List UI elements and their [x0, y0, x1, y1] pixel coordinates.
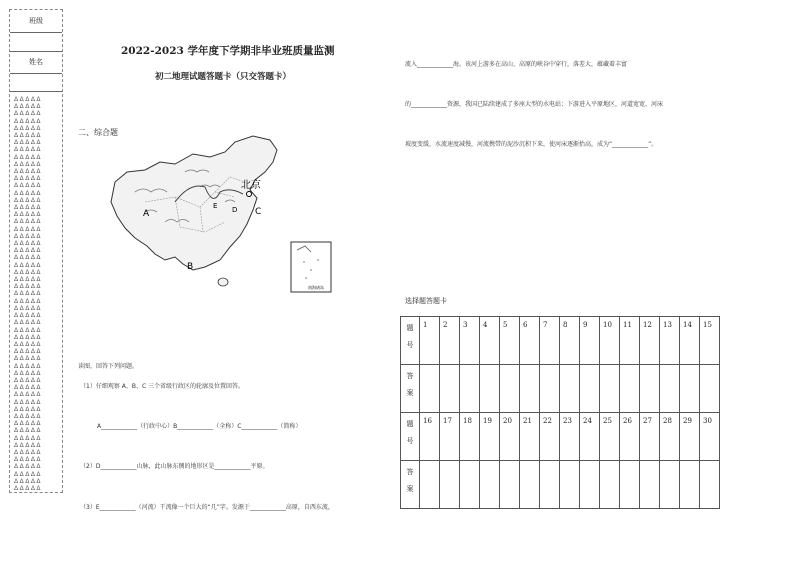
answer-cell[interactable]: [420, 365, 440, 413]
question-1-blanks: A____________（行政中心）B____________（全称）C____________（简称）: [97, 423, 302, 430]
table-row: [401, 461, 720, 509]
answer-cell[interactable]: [640, 365, 660, 413]
answer-cell[interactable]: [480, 461, 500, 509]
question-number: 4: [480, 317, 500, 365]
answer-cell[interactable]: [680, 461, 700, 509]
answer-cell[interactable]: [700, 461, 720, 509]
answer-header: 答 案: [401, 365, 420, 413]
question-3: （3）E____________（河流）干流像一个巨大的“几”字。发源于____________高原，自西东流，: [80, 504, 334, 511]
beijing-marker: [247, 192, 252, 197]
question-number: 11: [620, 317, 640, 365]
answer-cell[interactable]: [500, 461, 520, 509]
answer-cell[interactable]: [460, 365, 480, 413]
answer-cell[interactable]: [500, 365, 520, 413]
question-number: 6: [520, 317, 540, 365]
question-number: 7: [540, 317, 560, 365]
answer-cell[interactable]: [640, 461, 660, 509]
table-row: [401, 365, 720, 413]
question-intro: 读图，回答下列问题。: [78, 363, 139, 370]
hainan-island: [218, 278, 228, 286]
question-number: 15: [700, 317, 720, 365]
answer-header: 答 案: [401, 461, 420, 509]
question-number: 10: [600, 317, 620, 365]
answer-cell[interactable]: [520, 461, 540, 509]
class-label: 班级: [10, 10, 62, 33]
answer-cell[interactable]: [680, 365, 700, 413]
answer-cell[interactable]: [560, 365, 580, 413]
question-number: 30: [700, 413, 720, 461]
question-number: 18: [460, 413, 480, 461]
question-number: 22: [540, 413, 560, 461]
question-number: 3: [460, 317, 480, 365]
section-heading: 二、综合题: [78, 128, 118, 137]
question-number: 19: [480, 413, 500, 461]
answer-cell[interactable]: [580, 365, 600, 413]
page-title: 2022-2023 学年度下学期非毕业班质量监测: [121, 45, 335, 57]
question-number: 16: [420, 413, 440, 461]
question-number-header: 题 号: [401, 317, 420, 365]
answer-card-table: [400, 316, 720, 509]
label-a: A: [143, 209, 150, 219]
label-c: C: [255, 207, 262, 217]
question-number: 23: [560, 413, 580, 461]
answer-cell[interactable]: [660, 365, 680, 413]
question-number: 27: [640, 413, 660, 461]
name-label: 姓名: [10, 51, 62, 74]
label-e: E: [213, 202, 218, 210]
answer-cell[interactable]: [460, 461, 480, 509]
china-map: [105, 132, 337, 294]
answer-cell[interactable]: [700, 365, 720, 413]
question-number: 5: [500, 317, 520, 365]
question-number: 26: [620, 413, 640, 461]
answer-cell[interactable]: [600, 461, 620, 509]
answer-cell[interactable]: [440, 461, 460, 509]
label-d: D: [232, 206, 238, 214]
question-number: 21: [520, 413, 540, 461]
answer-cell[interactable]: [440, 365, 460, 413]
question-1: （1）仔细观察 A、B、C 三个省级行政区的轮廓及位置回答。: [80, 383, 245, 390]
answer-cell[interactable]: [560, 461, 580, 509]
answer-card-title: 选择题答题卡: [405, 297, 447, 305]
question-number: 14: [680, 317, 700, 365]
answer-cell[interactable]: [480, 365, 500, 413]
question-number: 24: [580, 413, 600, 461]
seal-line-triangles: ΔΔΔΔΔ ΔΔΔΔΔ ΔΔΔΔΔ ΔΔΔΔΔ ΔΔΔΔΔ ΔΔΔΔΔ ΔΔΔΔΔ ΔΔΔΔΔ ΔΔΔΔΔ ΔΔΔΔΔ ΔΔΔΔΔ ΔΔΔΔΔ ΔΔΔΔΔ ΔΔΔΔΔ ΔΔΔΔΔ ΔΔΔΔΔ ΔΔΔΔΔ ΔΔΔΔΔ ΔΔΔΔΔ ΔΔΔΔΔ ΔΔΔΔΔ ΔΔΔΔΔ ΔΔΔΔΔ ΔΔΔΔΔ ΔΔΔΔΔ ΔΔΔΔΔ ΔΔΔΔΔ ΔΔΔΔΔ ΔΔΔΔΔ ΔΔΔΔΔ ΔΔΔΔΔ ΔΔΔΔΔ ΔΔΔΔΔ ΔΔΔΔΔ ΔΔΔΔΔ ΔΔΔΔΔ ΔΔΔΔΔ ΔΔΔΔΔ ΔΔΔΔΔ ΔΔΔΔΔ ΔΔΔΔΔ ΔΔΔΔΔ ΔΔΔΔΔ ΔΔΔΔΔ ΔΔΔΔΔ ΔΔΔΔΔ ΔΔΔΔΔ ΔΔΔΔΔ ΔΔΔΔΔ ΔΔΔΔΔ ΔΔΔΔΔ ΔΔΔΔΔ ΔΔΔΔΔ ΔΔΔΔΔ ΔΔΔΔΔ: [14, 96, 43, 492]
question-2: （2）D____________山脉，此山脉东侧的地形区是____________平原。: [80, 463, 269, 470]
china-outline: [111, 136, 277, 270]
answer-cell[interactable]: [580, 461, 600, 509]
answer-cell[interactable]: [540, 365, 560, 413]
name-field[interactable]: [10, 73, 62, 92]
answer-cell[interactable]: [540, 461, 560, 509]
question-3-cont-3: 坡度变缓，水流速度减慢，河流携带的泥沙沉积下来，使河床逐渐抬高，成为“____________”。: [405, 141, 658, 148]
question-number-header: 题 号: [401, 413, 420, 461]
answer-cell[interactable]: [600, 365, 620, 413]
class-field[interactable]: [10, 32, 62, 52]
page-subtitle: 初二地理试题答题卡（只交答题卡）: [155, 72, 292, 82]
question-number: 17: [440, 413, 460, 461]
question-3-cont-1: 流入____________海。该河上游多在高山、高原的峡谷中穿行，落差大，蕴藏着丰富: [405, 61, 628, 68]
table-row: [401, 413, 720, 461]
label-beijing: 北京: [241, 180, 261, 191]
question-number: 1: [420, 317, 440, 365]
label-b: B: [187, 262, 194, 272]
question-number: 20: [500, 413, 520, 461]
question-number: 9: [580, 317, 600, 365]
inset-caption: 南海诸岛: [308, 285, 324, 290]
question-number: 29: [680, 413, 700, 461]
student-info-sidebar: [9, 9, 63, 493]
question-3-cont-2: 的____________资源，我国已陆续建成了多座大型的水电站；下游进入平原地区，河道宽宽，河床: [405, 101, 664, 108]
answer-cell[interactable]: [620, 365, 640, 413]
answer-cell[interactable]: [520, 365, 540, 413]
question-number: 8: [560, 317, 580, 365]
table-row: [401, 317, 720, 365]
question-number: 28: [660, 413, 680, 461]
answer-cell[interactable]: [420, 461, 440, 509]
question-number: 25: [600, 413, 620, 461]
answer-cell[interactable]: [660, 461, 680, 509]
question-number: 12: [640, 317, 660, 365]
question-number: 13: [660, 317, 680, 365]
answer-cell[interactable]: [620, 461, 640, 509]
question-number: 2: [440, 317, 460, 365]
